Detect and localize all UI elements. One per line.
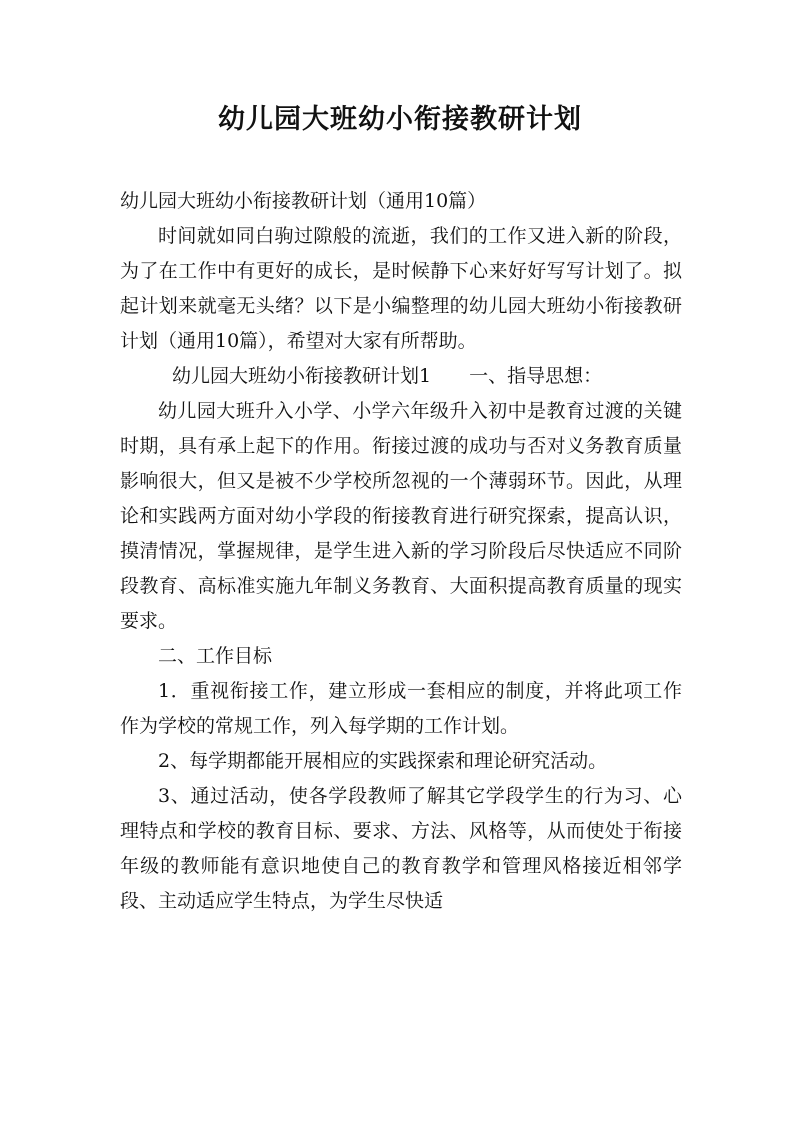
document-body — [120, 184, 682, 919]
section-heading-work-goals: 二、工作目标 — [158, 645, 273, 667]
intro-paragraph: 时间就如同白驹过隙般的流逝，我们的工作又进入新的阶段，为了在工作中有更好的成长，是时候静下心来好好写写计划了。拟起计划来就毫无头绪？以下是小编整理的幼儿园大班幼小衔接教研计划（通用10篇），希望对大家有所帮助。 — [120, 225, 682, 352]
list-item: 2、每学期都能开展相应的实践探索和理论研究活动。 — [158, 750, 608, 772]
list-item: 1．重视衔接工作，建立形成一套相应的制度，并将此项工作作为学校的常规工作，列入每学期的工作计划。 — [120, 680, 682, 737]
document-title: 幼儿园大班幼小衔接教研计划 — [218, 104, 582, 135]
body-paragraph: 幼儿园大班升入小学、小学六年级升入初中是教育过渡的关键时期，具有承上起下的作用。衔接过渡的成功与否对义务教育质量影响很大，但又是被不少学校所忽视的一个薄弱环节。因此，从理论和实践两方面对幼小学段的衔接教育进行研究探索，提高认识，摸清情况，掌握规律，是学生进入新的学习阶段后尽快适应不同阶段教育、高标准实施九年制义务教育、大面积提高教育质量的现实要求。 — [120, 400, 682, 632]
list-item: 3、通过活动，使各学段教师了解其它学段学生的行为习、心理特点和学校的教育目标、要求、方法、风格等，从而使处于衔接年级的教师能有意识地使自己的教育教学和管理风格接近相邻学段、主动适应学生特点，为学生尽快适 — [120, 785, 682, 912]
document-subtitle: 幼儿园大班幼小衔接教研计划（通用10篇） — [120, 190, 487, 212]
section-heading-guiding-ideology: 幼儿园大班幼小衔接教研计划1 一、指导思想： — [172, 365, 603, 387]
